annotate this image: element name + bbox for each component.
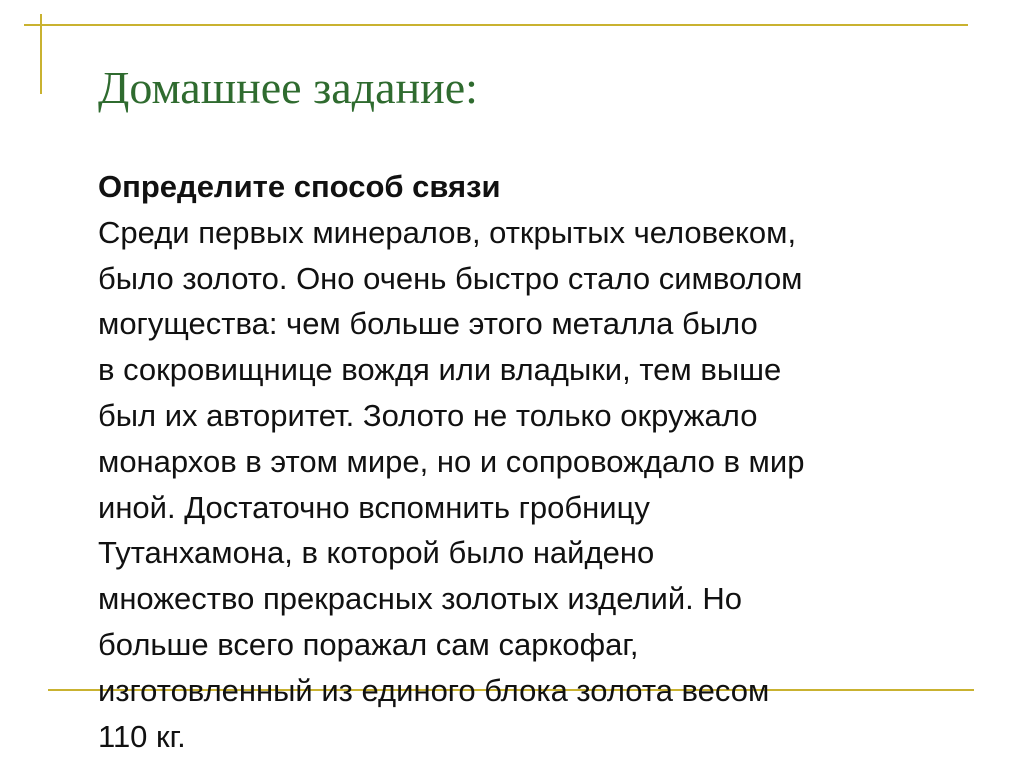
- body-line: множество прекрасных золотых изделий. Но: [98, 581, 743, 617]
- top-rule: [24, 24, 968, 26]
- body-line: иной. Достаточно вспомнить гробницу: [98, 489, 650, 525]
- body-line: в сокровищнице вождя или владыки, тем выше: [98, 352, 782, 388]
- body-line: изготовленный из единого блока золота весом: [98, 672, 770, 708]
- body-line: Тутанхамона, в которой было найдено: [98, 535, 655, 571]
- left-rule: [40, 14, 42, 94]
- task-heading: Определите способ связи: [98, 169, 501, 204]
- slide-content: [98, 164, 998, 759]
- body-line: монархов в этом мире, но и сопровождало в мир: [98, 443, 805, 479]
- body-line: 110 кг.: [98, 718, 186, 754]
- body-line: было золото. Оно очень быстро стало символом: [98, 260, 803, 296]
- body-line: был их авторитет. Золото не только окружало: [98, 397, 758, 433]
- body-line: Среди первых минералов, открытых человеком,: [98, 214, 797, 250]
- body-line: могущества: чем больше этого металла было: [98, 306, 758, 342]
- slide-title: Домашнее задание:: [98, 62, 478, 113]
- body-line: больше всего поражал сам саркофаг,: [98, 626, 639, 662]
